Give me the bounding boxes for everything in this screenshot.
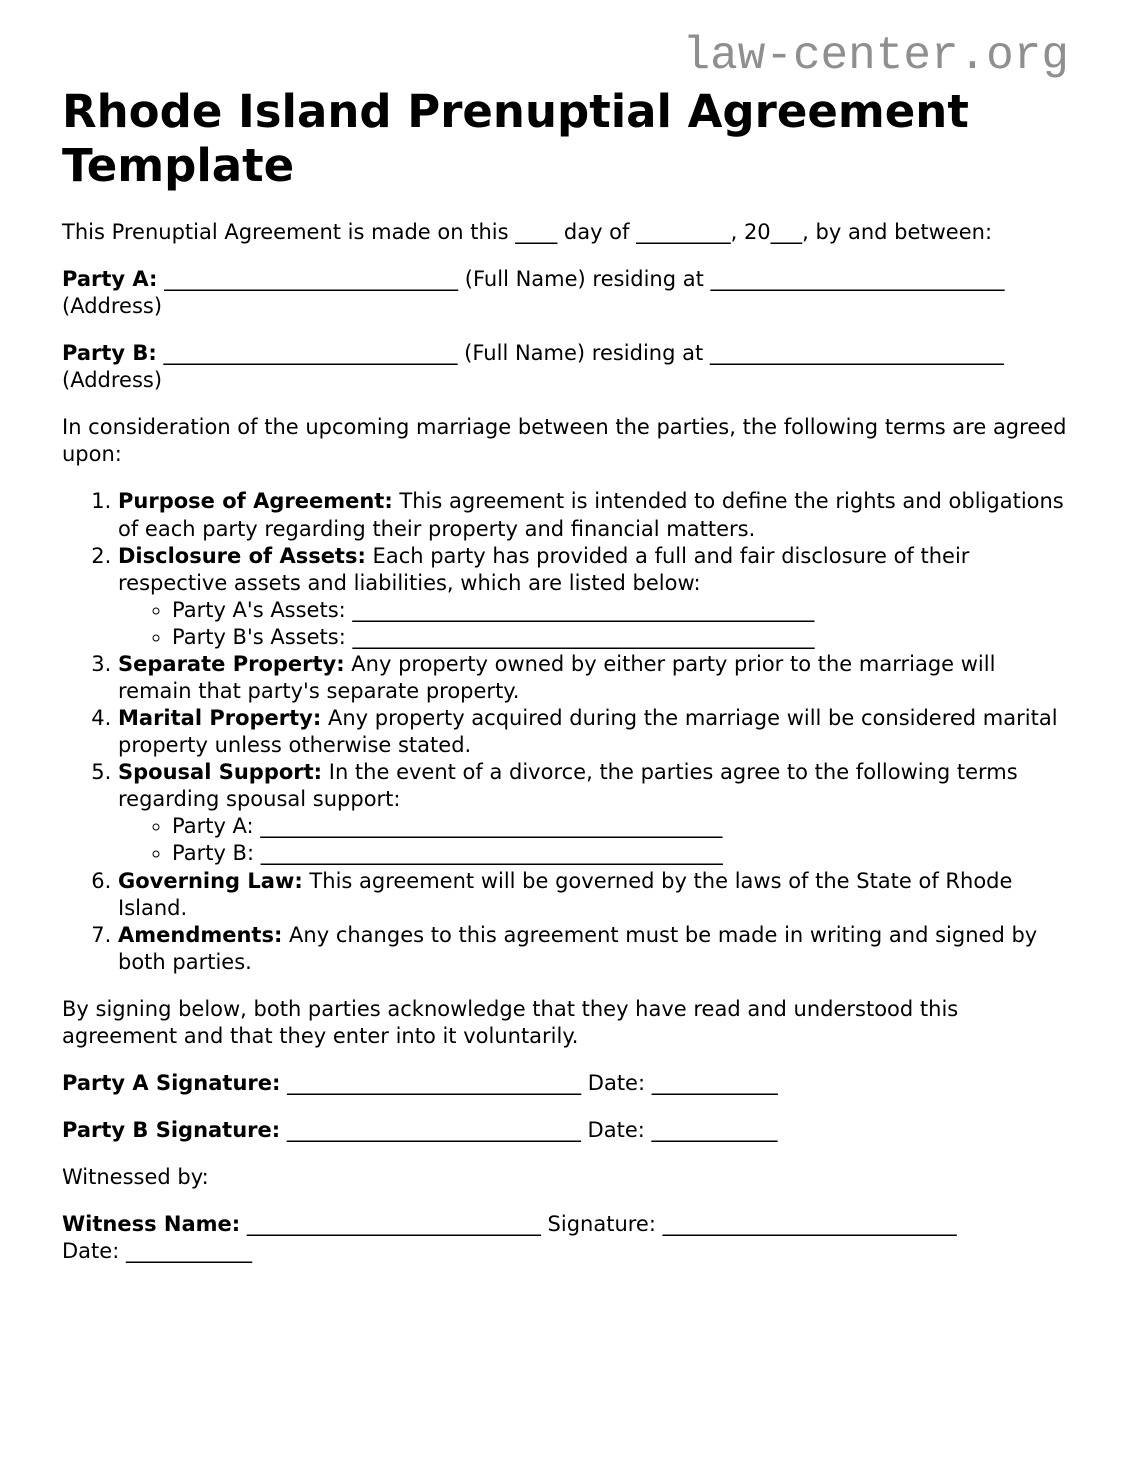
party-a-label: Party A: — [62, 266, 158, 291]
party-a-date-label: Date: — [581, 1071, 652, 1095]
party-b-address-label: (Address) — [62, 368, 163, 393]
witnessed-by-label: Witnessed by: — [62, 1165, 209, 1190]
party-a-residing-text: (Full Name) residing at — [458, 266, 711, 291]
spousal-party-a-item — [172, 813, 1069, 840]
witness-name-label: Witness Name: — [62, 1212, 241, 1237]
spousal-party-b-label: Party B: — [172, 841, 261, 866]
party-b-date-blank: ____________ — [651, 1118, 778, 1143]
party-a-section — [62, 266, 1069, 320]
term-disclosure-text: Each party has provided a full and fair disclosure of their respective assets and liabilities, which are listed below: — [118, 543, 970, 595]
term-amendments-text: Any changes to this agreement must be made in writing and signed by both parties. — [118, 922, 1038, 974]
party-a-name-blank: ____________________________ — [164, 266, 459, 291]
term-marital-property-text: Any property acquired during the marriage will be considered marital property unless otherwise stated. — [118, 706, 1058, 758]
term-governing-law-text: This agreement will be governed by the laws of the State of Rhode Island. — [118, 868, 1013, 920]
assets-sublist — [118, 597, 1069, 651]
term-purpose-label: Purpose of Agreement: — [118, 489, 393, 514]
term-separate-property-text: Any property owned by either party prior to the marriage will remain that party's separate property. — [118, 651, 996, 703]
party-b-date-label: Date: — [580, 1118, 652, 1143]
spousal-party-b-blank: ____________________________________________ — [260, 841, 723, 866]
party-a-signature-label: Party A Signature: — [62, 1071, 281, 1095]
closing-paragraph: By signing below, both parties acknowledge that they have read and understood this agreement and that they enter into it voluntarily. — [62, 996, 959, 1048]
term-spousal-support-text: In the event of a divorce, the parties agree to the following terms regarding spousal support: — [118, 760, 1018, 812]
party-a-address-label: (Address) — [62, 294, 163, 319]
party-b-residence-blank: ____________________________ — [709, 341, 1004, 366]
party-b-section — [62, 340, 1069, 394]
party-b-assets-blank: ____________________________________________ — [352, 624, 815, 649]
intro-paragraph: This Prenuptial Agreement is made on this ____ day of _________, 20___, by and between: — [62, 219, 993, 244]
witness-signature-blank: ____________________________ — [662, 1212, 957, 1237]
term-item-separate-property — [118, 651, 1069, 705]
witness-row — [62, 1211, 1069, 1265]
term-item-purpose — [118, 488, 1069, 542]
party-a-assets-item — [172, 597, 1069, 624]
term-separate-property-label: Separate Property: — [118, 651, 345, 676]
spousal-support-sublist — [118, 813, 1069, 867]
term-item-spousal-support — [118, 759, 1069, 867]
consideration-paragraph: In consideration of the upcoming marriage between the parties, the following terms are agreed upon: — [62, 415, 1067, 467]
term-marital-property-label: Marital Property: — [118, 706, 322, 731]
term-purpose-text: This agreement is intended to define the rights and obligations of each party regarding their property and financial matters. — [118, 489, 1064, 541]
site-logo-text: law-center.org — [682, 30, 1069, 82]
party-a-assets-blank: ____________________________________________ — [352, 597, 815, 622]
party-a-date-blank: ____________ — [651, 1071, 778, 1095]
terms-list — [62, 488, 1069, 975]
term-item-amendments — [118, 922, 1069, 976]
party-b-name-blank: ____________________________ — [163, 341, 458, 366]
witness-name-blank: ____________________________ — [246, 1212, 541, 1237]
spousal-party-a-blank: ____________________________________________ — [260, 814, 723, 839]
witness-signature-label: Signature: — [540, 1212, 663, 1237]
party-a-residence-blank: ____________________________ — [710, 266, 1005, 291]
party-b-assets-item — [172, 624, 1069, 651]
term-governing-law-label: Governing Law: — [118, 868, 303, 893]
spousal-party-a-label: Party A: — [172, 814, 261, 839]
party-b-signature-label: Party B Signature: — [62, 1118, 281, 1143]
term-amendments-label: Amendments: — [118, 922, 283, 947]
party-b-assets-label: Party B's Assets: — [172, 624, 353, 649]
term-disclosure-label: Disclosure of Assets: — [118, 543, 366, 568]
party-b-signature-row — [62, 1117, 1069, 1144]
party-b-signature-blank: ____________________________ — [286, 1118, 581, 1143]
party-b-residing-text: (Full Name) residing at — [457, 341, 710, 366]
term-item-governing-law — [118, 868, 1069, 922]
party-a-assets-label: Party A's Assets: — [172, 597, 353, 622]
witness-date-blank: ____________ — [125, 1239, 252, 1264]
party-b-label: Party B: — [62, 341, 157, 366]
term-spousal-support-label: Spousal Support: — [118, 760, 323, 785]
term-item-disclosure — [118, 543, 1069, 651]
document-title: Rhode Island Prenuptial Agreement Template — [62, 84, 969, 192]
party-a-signature-row — [62, 1070, 1069, 1097]
witness-date-label: Date: — [62, 1239, 126, 1264]
spousal-party-b-item — [172, 840, 1069, 867]
term-item-marital-property — [118, 705, 1069, 759]
party-a-signature-blank: ____________________________ — [287, 1071, 582, 1095]
